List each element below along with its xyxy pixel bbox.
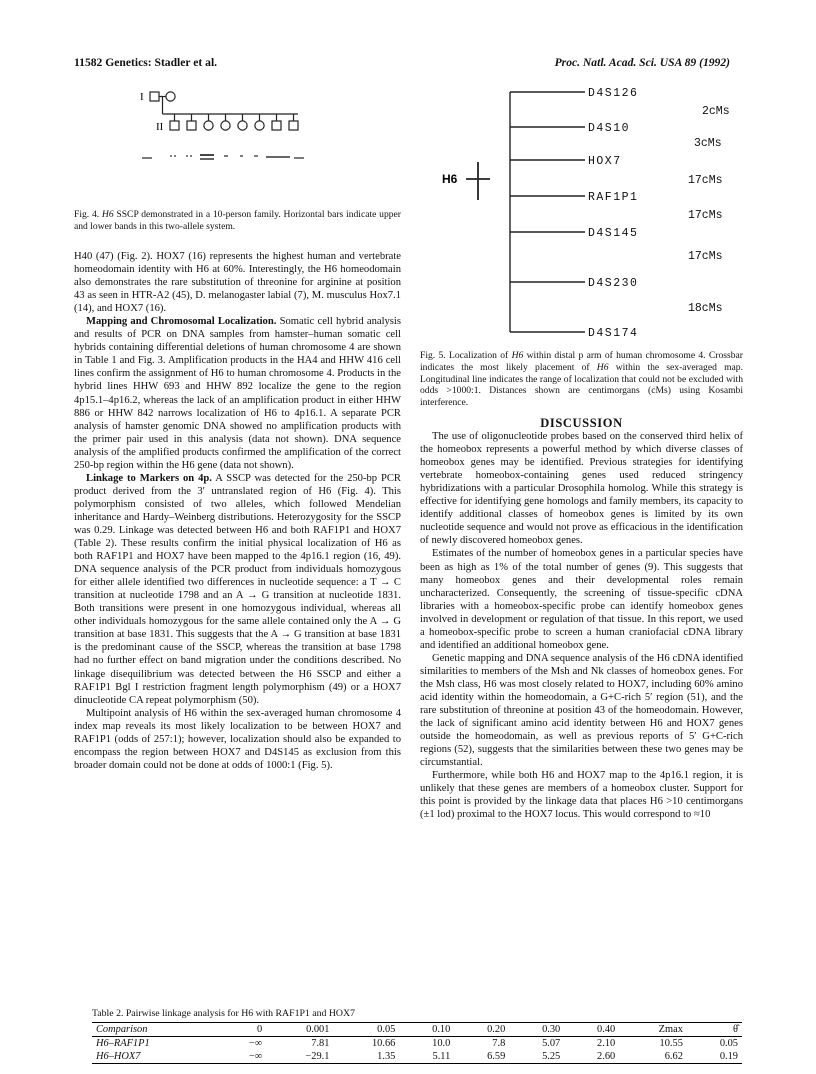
distance-6: 18cMs xyxy=(688,302,723,315)
generation-II-label: II xyxy=(156,121,164,133)
distance-3: 17cMs xyxy=(688,174,723,187)
father-symbol xyxy=(150,92,159,101)
right-paragraph-4: Furthermore, while both H6 and HOX7 map to the 4p16.1 region, it is unlikely that these genes are members of a homeobox cluster. Support for this point is provided by the linkage data that places H6 >10 centimorgans (±1 lod) proximal to the HOX7 locus. This would correspond to ≈10 xyxy=(420,770,743,821)
col-theta-040: 0.40 xyxy=(564,1023,619,1037)
left-paragraph-2 xyxy=(74,315,401,472)
col-theta-020: 0.20 xyxy=(454,1023,509,1037)
generation-I-label: I xyxy=(140,91,144,103)
col-theta-0001: 0.001 xyxy=(266,1023,333,1037)
marker-D4S10: D4S10 xyxy=(588,122,631,135)
offspring-symbols xyxy=(170,114,298,130)
fig5-caption: Fig. 5. Localization of H6 within distal p arm of human chromosome 4. Crossbar indicates the most likely placement of H6 within the sex-averaged map. Longitudinal line indicates the range of localization that could not be excluded with odds >1000:1. Distances shown are centimorgans (cMs) using Kosambi interference. xyxy=(420,350,743,409)
mother-symbol xyxy=(166,92,175,101)
left-paragraph-3 xyxy=(74,472,401,707)
fig5-linkage-map xyxy=(430,82,740,340)
table-header-row xyxy=(92,1023,742,1037)
distance-5: 17cMs xyxy=(688,250,723,263)
distance-2: 3cMs xyxy=(694,137,722,150)
linkage-body: A SSCP was detected for the 250-bp PCR product derived from the 3′ untranslated region of H6 (Fig. 4). This polymorphism consisted of two alleles, which followed Mendelian inheritance and Hardy–Weinberg distributions. Heterozygosity for the SSCP was 0.29. Linkage was detected between H6 and both RAF1P1 and HOX7 (Table 2). These results confirm the initial physical localization of H6 as both RAF1P1 and HOX7 have been mapped to the 4p16.1 region (16, 49). DNA sequence analysis of the PCR product from individuals homozygous for either allele identified two differences in nucleotide sequence: a T → C transition at nucleotide 1798 and an A → G transition at nucleotide 1831. Both transitions were present in one homozygous individual, whereas all other individuals homozygous for the same allele contained only the A → G transition at base 1831. This suggests that the A → G transition at base 1831 is the predominant cause of the SSCP, whereas the transition at base 1798 had no further effect on band migration under the conditions described. No linkage disequilibrium was detected between the H6 SSCP and either a RAF1P1 Bgl I restriction fragment length polymorphism (49) or a HOX7 dinucleotide CA repeat polymorphism (50). xyxy=(74,472,401,706)
left-paragraph-1: H40 (47) (Fig. 2). HOX7 (16) represents the highest human and vertebrate homeodomain identity with H6 at 60%. Interestingly, the H6 homeodomain also demonstrates the rare substitution of threonine for arginine at position 43 as seen in HTR-A2 (45), D. melanogaster labial (7), M. musculus Hox7.1 (14), and HOX7 (16). xyxy=(74,251,401,315)
linkage-heading: Linkage to Markers on 4p. xyxy=(86,472,212,484)
fig4-caption-text: SSCP demonstrated in a 10-person family. Horizontal bars indicate upper and lower bands in this two-allele system. xyxy=(74,209,401,232)
col-theta-005: 0.05 xyxy=(333,1023,399,1037)
right-column xyxy=(420,417,743,821)
left-column xyxy=(74,250,401,772)
fig4-caption-label: Fig. 4. xyxy=(74,209,100,220)
discussion-title: DISCUSSION xyxy=(540,416,623,430)
col-theta-030: 0.30 xyxy=(509,1023,564,1037)
sscp-gel-bands xyxy=(142,155,304,159)
table-row: H6–RAF1P1 −∞ 7.81 10.66 10.0 7.8 5.07 2.10 10.55 0.05 xyxy=(96,1038,738,1049)
running-header-right: Proc. Natl. Acad. Sci. USA 89 (1992) xyxy=(554,56,730,69)
h6-gene-label: H6 xyxy=(442,172,458,186)
col-comparison: Comparison xyxy=(92,1023,222,1037)
table-2-caption: Table 2. Pairwise linkage analysis for H6 with RAF1P1 and HOX7 xyxy=(92,1008,355,1019)
right-paragraph-2: Estimates of the number of homeobox genes in a particular species have been as high as 1% of the total number of genes (9). This suggests that many homeobox genes and their developmental roles remain uncharacterized. Consequently, the screening of tissue-specific cDNA libraries with a homeobox-specific probe can identify homeobox genes involved in development or regulation of that tissue. In this report, we used a homeobox-specific probe to screen a human craniofacial cDNA library and identified an additional homeobox gene. xyxy=(420,548,743,651)
col-zmax: Zmax xyxy=(619,1023,687,1037)
running-header-left: 11582 Genetics: Stadler et al. xyxy=(74,56,218,69)
marker-HOX7: HOX7 xyxy=(588,155,622,168)
table-2 xyxy=(92,1008,742,1064)
linkage-table xyxy=(92,1022,742,1064)
col-theta-0: 0 xyxy=(222,1023,267,1037)
distance-1: 2cMs xyxy=(702,105,730,118)
marker-D4S230: D4S230 xyxy=(588,277,639,290)
mapping-body: Somatic cell hybrid analysis and results of PCR on DNA samples from hamster–human somatic cell hybrids containing differential deletions of human chromosome 4 are shown in Table 1 and Fig. 3. Amplification products in the HA4 and HHW 416 cell lines confirm the assignment of H6 to human chromosome 4. Products in the hybrid lines HHW 693 and HHW 892 localize the gene to the region 4p15.1–4p16.2, whereas the lack of an amplification product in either HHW 886 or HHW 842 narrows localization of H6 to 4p16.1. A separate PCR analysis of hamster genomic DNA showed no amplification products with the primer pair used in this analysis (data not shown). DNA sequence analysis of the amplified products confirmed the amplification of the correct 250-bp region within the H6 gene (data not shown). xyxy=(74,316,401,471)
marker-RAF1P1: RAF1P1 xyxy=(588,191,639,204)
marker-D4S174: D4S174 xyxy=(588,327,639,340)
fig5-caption-label: Fig. 5. xyxy=(420,350,446,361)
marker-D4S145: D4S145 xyxy=(588,227,639,240)
table-row: H6–HOX7 −∞ −29.1 1.35 5.11 6.59 5.25 2.60 6.62 0.19 xyxy=(92,1050,742,1064)
marker-D4S126: D4S126 xyxy=(588,87,639,100)
left-paragraph-4: Multipoint analysis of H6 within the sex-averaged human chromosome 4 index map reveals its most likely localization to be between HOX7 and RAF1P1 (odds of 257:1); however, localization should also be expanded to encompass the region between HOX7 and D4S145 as exclusion from this broader domain could not be done at odds of 1000:1 (Fig. 5). xyxy=(74,707,401,771)
col-theta-010: 0.10 xyxy=(399,1023,454,1037)
marker-ticks xyxy=(510,92,585,332)
right-paragraph-1: The use of oligonucleotide probes based on the conserved third helix of the homeobox represents a powerful method by which diverse classes of homeobox genes may be identified. Previous strategies for identifying vertebrate homeobox-containing genes used reduced stringency hybridizations with a particular Drosophila homolog. While this strategy is effective for identifying gene homologs and family members, its capacity to identify additional classes of homeobox genes is limited by its own nucleotide sequence and would not prove as efficacious in the identification of newly discovered homeobox genes. xyxy=(420,431,743,547)
mapping-heading: Mapping and Chromosomal Localization. xyxy=(86,316,277,328)
col-theta-hat: θ̂ xyxy=(687,1023,742,1037)
distance-4: 17cMs xyxy=(688,209,723,222)
fig4-pedigree xyxy=(140,84,310,164)
fig4-caption: Fig. 4. H6 SSCP demonstrated in a 10-person family. Horizontal bars indicate upper and lower bands in this two-allele system. xyxy=(74,209,401,232)
right-paragraph-3: Genetic mapping and DNA sequence analysis of the H6 cDNA identified similarities to members of the Msh and Nk classes of homeobox genes. For the Msh class, H6 was most closely related to HOX7, including 60% amino acid identity within the homeodomain, a G+C-rich 5′ region (51), and the rare substitution of threonine at position 43 of the homeodomain. However, the lack of significant amino acid identity between H6 and HOX7 genes outside the homeodomain, as well as previous reports of 5′ G+C-rich regions (52), suggests that the similarities between these two genes may be circumstantial. xyxy=(420,652,743,769)
